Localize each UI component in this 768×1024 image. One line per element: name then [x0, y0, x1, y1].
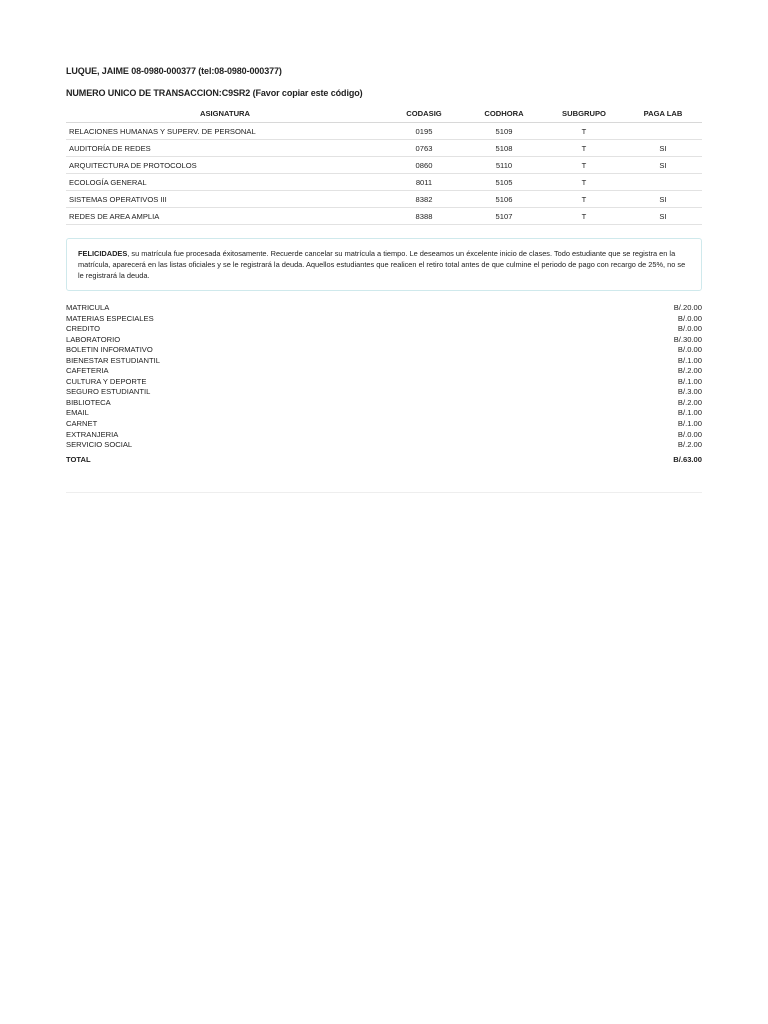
fee-row: [66, 324, 702, 335]
course-codasig: 8388: [384, 208, 464, 225]
fee-label: MATERIAS ESPECIALES: [66, 313, 154, 323]
fee-row: [66, 440, 702, 451]
fee-label: CAFETERIA: [66, 366, 109, 376]
table-row: [66, 140, 702, 157]
course-paga-lab: SI: [624, 140, 702, 157]
fee-row: [66, 303, 702, 314]
fee-label: SERVICIO SOCIAL: [66, 440, 133, 450]
fee-amount: B/.0.00: [677, 345, 702, 355]
fees-breakdown: [66, 303, 702, 465]
fee-label: LABORATORIO: [66, 334, 121, 344]
fee-row: [66, 430, 702, 441]
fee-label: EXTRANJERIA: [66, 429, 119, 439]
course-codhora: 5108: [464, 140, 544, 157]
fee-amount: B/.30.00: [673, 334, 702, 344]
course-subgrupo: T: [544, 123, 624, 140]
fee-label: BIBLIOTECA: [66, 397, 111, 407]
course-codhora: 5109: [464, 123, 544, 140]
divider: [66, 492, 702, 493]
course-name: ECOLOGÍA GENERAL: [66, 174, 384, 191]
fee-amount: B/.1.00: [677, 376, 702, 386]
fee-row: [66, 345, 702, 356]
fee-label: CULTURA Y DEPORTE: [66, 376, 147, 386]
course-name: RELACIONES HUMANAS Y SUPERV. DE PERSONAL: [66, 123, 384, 140]
fee-row: [66, 387, 702, 398]
course-codasig: 0763: [384, 140, 464, 157]
notice-text: , su matrícula fue procesada éxitosamente. Recuerde cancelar su matrícula a tiempo. Le deseamos un éxcelente inicio de clases. Todo estudiante que se registra en la matrícula, aparecerá en las listas oficiales y se le registrará la deuda. Aquellos estudiantes que realicen el retiro total antes de que culmine el periodo de pago con recargo de 25%, no se le registrará la deuda.: [78, 249, 686, 280]
fee-amount: B/.2.00: [677, 440, 702, 450]
fee-amount: B/.3.00: [677, 387, 702, 397]
courses-header-row: [66, 105, 702, 123]
fee-label: CREDITO: [66, 324, 101, 334]
fee-label: CARNET: [66, 419, 98, 429]
fee-row: [66, 377, 702, 388]
column-header-asignatura: ASIGNATURA: [66, 105, 384, 123]
fee-amount: B/.20.00: [673, 303, 702, 312]
transaction-code: NUMERO UNICO DE TRANSACCION:C9SR2 (Favor copiar este código): [66, 88, 363, 98]
course-name: ARQUITECTURA DE PROTOCOLOS: [66, 157, 384, 174]
course-codhora: 5106: [464, 191, 544, 208]
course-codasig: 0860: [384, 157, 464, 174]
fee-amount: B/.1.00: [677, 419, 702, 429]
course-subgrupo: T: [544, 174, 624, 191]
table-row: [66, 208, 702, 225]
fee-label: SEGURO ESTUDIANTIL: [66, 387, 151, 397]
fee-row: [66, 314, 702, 325]
course-paga-lab: SI: [624, 208, 702, 225]
notice-title: FELICIDADES: [78, 249, 128, 258]
course-codasig: 8382: [384, 191, 464, 208]
fee-label: EMAIL: [66, 408, 89, 418]
course-subgrupo: T: [544, 140, 624, 157]
fee-row: [66, 366, 702, 377]
fee-row: [66, 398, 702, 409]
course-paga-lab: [624, 123, 702, 140]
fee-amount: B/.2.00: [677, 366, 702, 376]
course-codhora: 5105: [464, 174, 544, 191]
course-name: AUDITORÍA DE REDES: [66, 140, 384, 157]
table-row: [66, 123, 702, 140]
table-row: [66, 191, 702, 208]
course-codhora: 5107: [464, 208, 544, 225]
course-paga-lab: SI: [624, 191, 702, 208]
fee-label: BIENESTAR ESTUDIANTIL: [66, 355, 160, 365]
table-row: [66, 157, 702, 174]
fee-amount: B/.1.00: [677, 408, 702, 418]
column-header-codhora: CODHORA: [464, 105, 544, 123]
course-codasig: 8011: [384, 174, 464, 191]
student-info: LUQUE, JAIME 08-0980-000377 (tel:08-0980-000377): [66, 66, 282, 76]
course-subgrupo: T: [544, 157, 624, 174]
fee-label: MATRICULA: [66, 303, 110, 312]
fee-amount: B/.0.00: [677, 324, 702, 334]
fee-row: [66, 419, 702, 430]
fee-row: [66, 408, 702, 419]
fee-amount: B/.0.00: [677, 429, 702, 439]
fee-amount: B/.0.00: [677, 313, 702, 323]
course-codhora: 5110: [464, 157, 544, 174]
success-notice: [66, 238, 702, 291]
column-header-subgrupo: SUBGRUPO: [544, 105, 624, 123]
fee-total-row: [66, 455, 702, 465]
course-name: SISTEMAS OPERATIVOS III: [66, 191, 384, 208]
course-name: REDES DE AREA AMPLIA: [66, 208, 384, 225]
fee-label: BOLETIN INFORMATIVO: [66, 345, 153, 355]
column-header-paga-lab: PAGA LAB: [624, 105, 702, 123]
course-codasig: 0195: [384, 123, 464, 140]
courses-table: [66, 105, 702, 225]
fee-amount: B/.1.00: [677, 355, 702, 365]
fee-row: [66, 335, 702, 346]
table-row: [66, 174, 702, 191]
total-label: TOTAL: [66, 454, 91, 464]
course-paga-lab: [624, 174, 702, 191]
fee-row: [66, 356, 702, 367]
course-subgrupo: T: [544, 191, 624, 208]
course-subgrupo: T: [544, 208, 624, 225]
column-header-codasig: CODASIG: [384, 105, 464, 123]
total-amount: B/.63.00: [673, 454, 702, 464]
course-paga-lab: SI: [624, 157, 702, 174]
fee-amount: B/.2.00: [677, 397, 702, 407]
